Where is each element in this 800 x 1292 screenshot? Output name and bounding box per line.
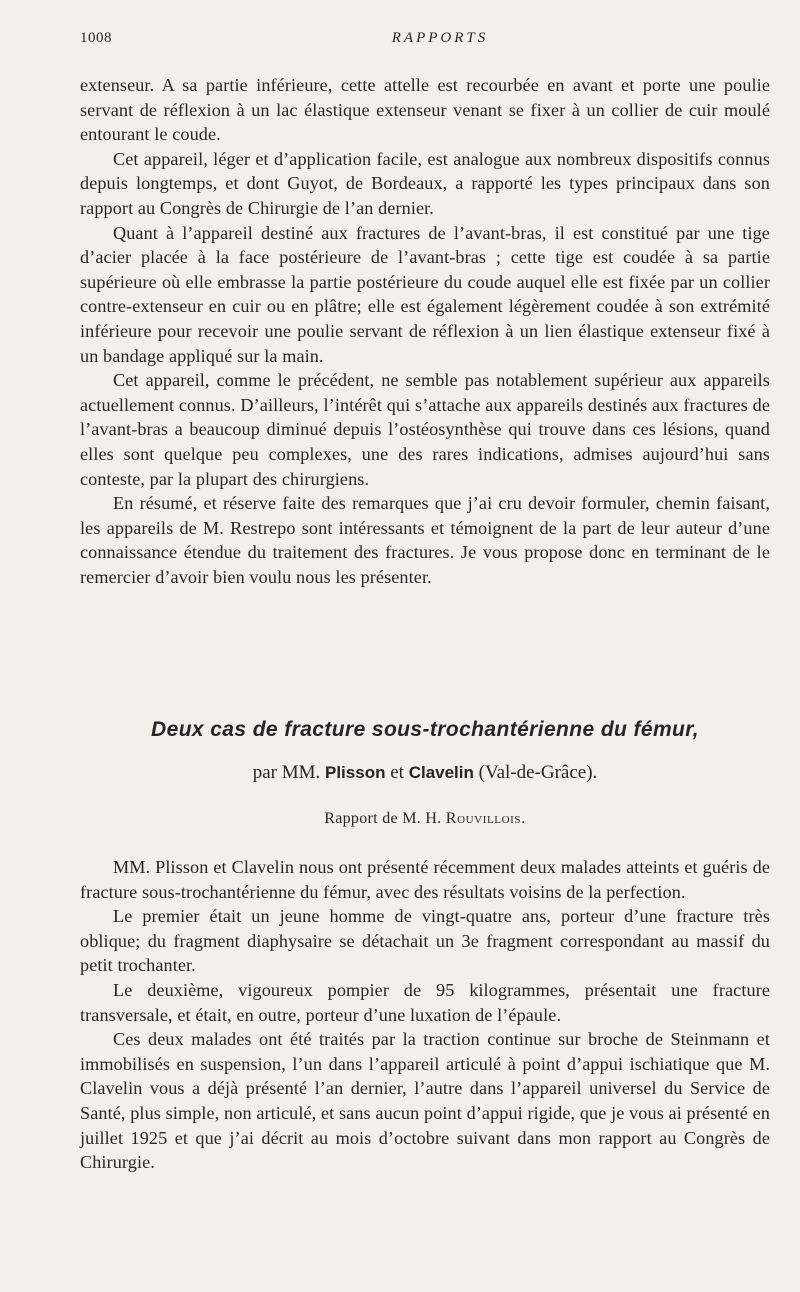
report-prefix: Rapport de M. H. [324,810,442,827]
paragraph: Le deuxième, vigoureux pompier de 95 kilogrammes, présentait une fracture transversale, et était, en outre, porteur d’une luxation de l’épaule. [80,979,770,1025]
report-byline [80,810,770,828]
page-header [80,30,770,52]
paragraph: Ces deux malades ont été traités par la traction continue sur broche de Steinmann et immobilisés en suspension, l’un dans l’appareil articulé à point d’appui ischiatique que M. Clavelin vous a déjà présenté l’an dernier, l’autre dans l’appareil universel du Service de Santé, plus simple, non articulé, et sans aucun point d’appui rigide, que je vous ai présenté en juillet 1925 et que j’ai décrit au mois d’octobre suivant dans mon rapport au Congrès de Chirurgie. [80,1029,770,1173]
article-body-text [80,855,770,1175]
article-title: Deux cas de fracture sous-trochantérienne du fémur, [151,718,699,741]
paragraph: Cet appareil, léger et d’application facile, est analogue aux nombreux dispositifs connus depuis longtemps, et dont Guyot, de Bordeaux, a rapporté les types principaux dans son rapport au Congrès de Chirurgie de l’an dernier. [80,148,770,218]
paragraph: Quant à l’appareil destiné aux fractures de l’avant-bras, il est constitué par une tige d’acier placée à la face postérieure de l’avant-bras ; cette tige est coudée à sa partie supérieure où elle embrasse la partie postérieure du coude auquel elle est fixée par un collier contre-extenseur en cuir ou en plâtre; elle est également légèrement coudée à son extrémité inférieure pour recevoir une poulie servant de réflexion à un lien élastique extenseur fixé à un bandage appliqué sur la main. [80,222,770,366]
article-authors [80,762,770,784]
paragraph: Le premier était un jeune homme de vingt-quatre ans, porteur d’une fracture très oblique; du fragment diaphysaire se détachait un 3e fragment correspondant au massif du petit trochanter. [80,906,770,976]
author-name: Clavelin [408,763,474,782]
author-affiliation: (Val-de-Grâce). [478,762,598,783]
paragraph: MM. Plisson et Clavelin nous ont présenté récemment deux malades atteints et guéris de fracture sous-trochantérienne du fémur, avec des résultats voisins de la perfection. [80,857,770,902]
authors-conjunction: et [390,762,404,783]
page-number: 1008 [80,30,112,46]
report-author: Rouvillois. [445,810,526,827]
author-name: Plisson [325,763,386,782]
continued-report-text [80,73,770,589]
authors-prefix: par MM. [252,762,321,783]
running-head: RAPPORTS [391,30,489,46]
paragraph: En résumé, et réserve faite des remarques que j’ai cru devoir formuler, chemin faisant, les appareils de M. Restrepo sont intéressants et témoignent de la part de leur auteur d’une connaissance étendue du traitement des fractures. Je vous propose donc en terminant de le remercier d’avoir bien voulu nous les présenter. [80,493,770,587]
paragraph: Cet appareil, comme le précédent, ne semble pas notablement supérieur aux appareils actuellement connus. D’ailleurs, l’intérêt qui s’attache aux appareils destinés aux fractures de l’avant-bras a beaucoup diminué depuis l’ostéosynthèse qui trouve dans ces lésions, quand elles sont quelque peu complexes, une des rares indications, admises aujourd’hui sans conteste, par la plupart des chirurgiens. [80,370,770,489]
paragraph: extenseur. A sa partie inférieure, cette attelle est recourbée en avant et porte une poulie servant de réflexion à un lac élastique extenseur venant se fixer à un collier de cuir moulé entourant le coude. [80,75,770,145]
